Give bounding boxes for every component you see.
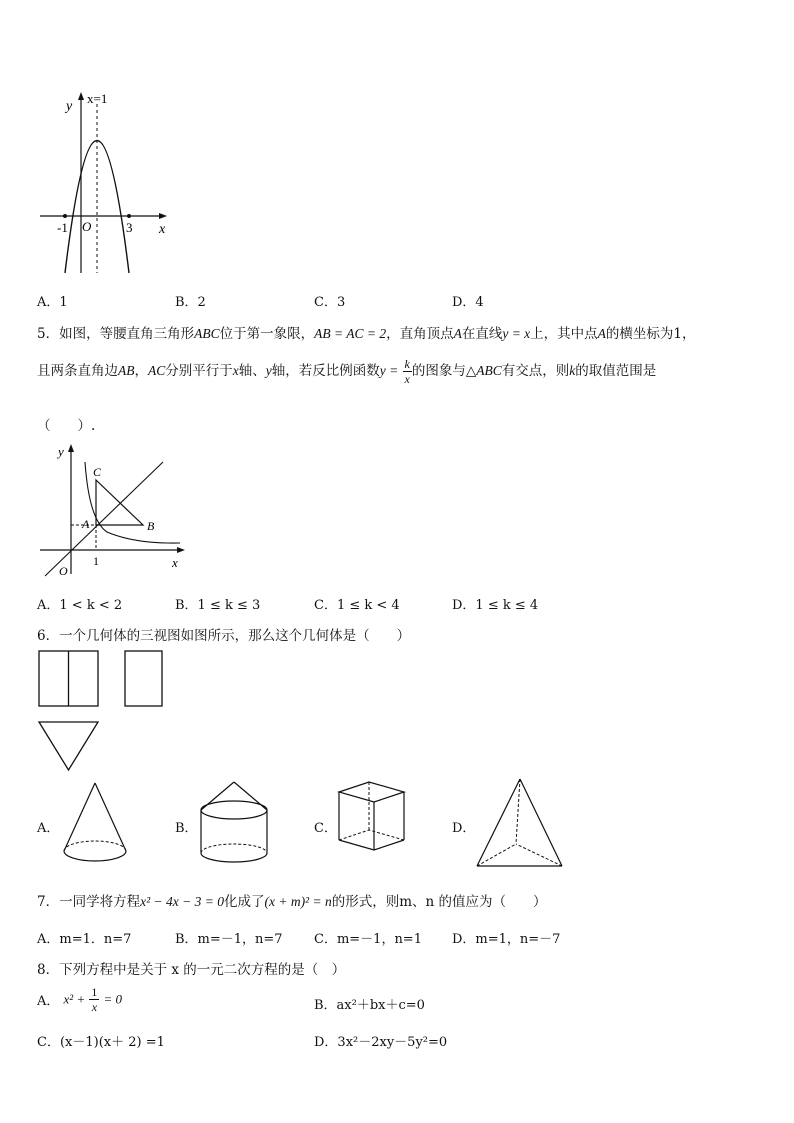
- q6-option-c[interactable]: C．: [314, 821, 337, 836]
- x-axis-arrow: [177, 547, 185, 553]
- side-view: [124, 650, 164, 708]
- x-axis-arrow: [159, 213, 167, 219]
- q6-option-a[interactable]: A．: [37, 821, 60, 836]
- k-over-x-fraction: $\frac{k}{x}$: [404, 357, 410, 386]
- q5-option-b[interactable]: B．1 ≤ k ≤ 3: [175, 598, 261, 613]
- origin-label: O: [59, 564, 68, 578]
- q4-option-b[interactable]: B．2: [175, 295, 206, 310]
- triangle-abc: [96, 480, 143, 525]
- q6-stem: 6．一个几何体的三视图如图所示，那么这个几何体是（ ）: [37, 628, 411, 644]
- x-label: x: [159, 222, 166, 237]
- q7-option-a[interactable]: A．m=1．n=7: [37, 932, 132, 947]
- q8-option-b[interactable]: B．ax²＋bx＋c=0: [314, 998, 425, 1013]
- triangular-pyramid-icon[interactable]: [474, 776, 566, 870]
- b-label: B: [147, 519, 155, 533]
- x-label: x: [172, 555, 178, 570]
- q4-option-d[interactable]: D．4: [452, 295, 484, 310]
- y-axis-arrow: [78, 92, 84, 100]
- q7-option-c[interactable]: C．m=－1，n=1: [314, 932, 422, 947]
- q4-option-a[interactable]: A．1: [37, 295, 68, 310]
- neg1-label: -1: [57, 220, 68, 235]
- three-label: 3: [126, 220, 133, 235]
- point-neg1: [63, 214, 67, 218]
- q5-option-a[interactable]: A．1 < k < 2: [37, 598, 123, 613]
- one-over-x-fraction: $\frac{1}{x}$: [91, 985, 98, 1014]
- one-label: 1: [93, 554, 99, 568]
- q8-option-c[interactable]: C．(x－1)(x＋ 2) =1: [37, 1035, 165, 1050]
- point-3: [127, 214, 131, 218]
- a-label: A: [82, 517, 90, 531]
- q4-parabola-figure: [35, 88, 180, 278]
- origin-label: O: [82, 219, 92, 234]
- q7-option-b[interactable]: B．m=－1，n=7: [175, 932, 283, 947]
- q8-option-d[interactable]: D．3x²－2xy－5y²=0: [314, 1035, 448, 1050]
- q5-option-d[interactable]: D．1 ≤ k ≤ 4: [452, 598, 539, 613]
- q8-option-a[interactable]: A． x² + $\frac{1}{x}$ = 0: [37, 985, 123, 1014]
- y-label: y: [66, 99, 73, 114]
- line-y-eq-x: [45, 462, 163, 576]
- q6-option-b[interactable]: B．: [175, 821, 198, 836]
- q8-stem: 8．下列方程中是关于 x 的一元二次方程的是（ ）: [37, 962, 346, 978]
- axis-line-label: x=1: [87, 91, 108, 106]
- front-view: [38, 650, 100, 708]
- top-view: [38, 720, 100, 772]
- q7-option-d[interactable]: D．m=1，n=－7: [452, 932, 561, 947]
- q6-option-d[interactable]: D．: [452, 821, 476, 836]
- c-label: C: [93, 465, 102, 479]
- y-label: y: [58, 444, 64, 459]
- q5-stem-line1: 5．如图，等腰直角三角形ABC位于第一象限，AB = AC = 2，直角顶点A在直线y = x上，其中点A的横坐标为1，: [37, 326, 696, 342]
- q5-stem-line2: 且两条直角边AB，AC分别平行于x轴、y轴，若反比例函数y = $\frac{k}{x}$ 的图象与△ABC有交点，则k的取值范围是: [37, 357, 657, 386]
- cylinder-with-cone-icon[interactable]: [196, 780, 272, 866]
- q5-option-c[interactable]: C．1 ≤ k < 4: [314, 598, 400, 613]
- triangular-prism-icon[interactable]: [336, 780, 408, 866]
- q4-option-c[interactable]: C．3: [314, 295, 346, 310]
- y-axis-arrow: [68, 444, 74, 452]
- q7-stem: 7．一同学将方程x² − 4x − 3 = 0化成了(x + m)² = n的形式，则m、n 的值应为（ ）: [37, 894, 547, 910]
- cone-icon[interactable]: [60, 780, 130, 866]
- q5-answer-paren: （ ）.: [37, 418, 96, 434]
- q5-triangle-figure: [35, 440, 190, 580]
